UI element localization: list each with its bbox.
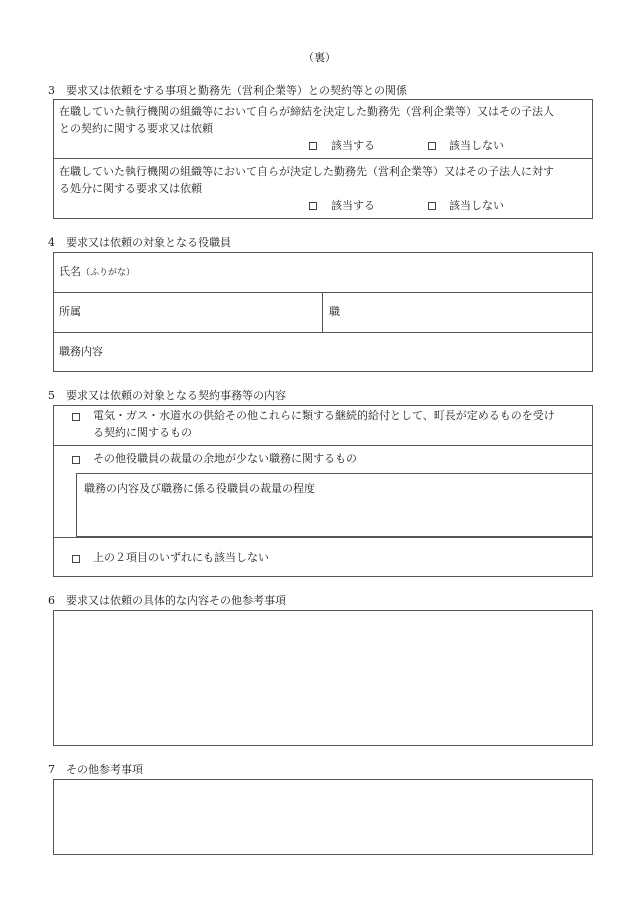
- name-furigana-label: （ふりがな）: [81, 268, 136, 278]
- section5-row-divider-1: [53, 445, 593, 446]
- section3-row1-no-label: 該当しない: [449, 139, 504, 152]
- section5-opt3-checkbox[interactable]: [72, 555, 80, 563]
- section3-row2-no-label: 該当しない: [449, 199, 504, 212]
- section3-row-divider: [53, 158, 593, 159]
- section5-opt1-text-line1: 電気・ガス・水道水の供給その他これらに類する継続的給付として、町長が定めるものを受け: [93, 409, 555, 422]
- section3-row1-text-line1: 在職していた執行機関の組織等において自らが締結を決定した勤務先（営利企業等）又はその子法人: [59, 105, 554, 118]
- section3-row1-yes-label: 該当する: [331, 139, 375, 152]
- section6-textarea[interactable]: [53, 610, 593, 746]
- section5-opt3-text: 上の２項目のいずれにも該当しない: [93, 551, 269, 564]
- section3-row2-text-line1: 在職していた執行機関の組織等において自らが決定した勤務先（営利企業等）又はその子法人に対す: [59, 165, 554, 178]
- section3-row1-no-checkbox[interactable]: [428, 142, 436, 150]
- section5-opt2-checkbox[interactable]: [72, 456, 80, 464]
- section3-row2-text-line2: る処分に関する要求又は依頼: [59, 182, 202, 195]
- section5-opt1-text-line2: る契約に関するもの: [93, 426, 192, 439]
- department-field-label[interactable]: 所属: [59, 305, 81, 318]
- section5-heading: 5 要求又は依頼の対象となる契約事務等の内容: [48, 389, 286, 402]
- section5-duty-detail-label: 職務の内容及び職務に係る役職員の裁量の程度: [84, 482, 315, 495]
- section7-textarea[interactable]: [53, 779, 593, 855]
- page-side-label: （裏）: [303, 51, 336, 64]
- section3-row1-yes-checkbox[interactable]: [309, 142, 317, 150]
- section4-heading: 4 要求又は依頼の対象となる役職員: [48, 236, 231, 249]
- section7-heading: 7 その他参考事項: [48, 763, 143, 776]
- name-label: 氏名: [59, 265, 81, 278]
- section4-row-divider-2: [53, 332, 593, 333]
- section3-row1-text-line2: との契約に関する要求又は依頼: [59, 122, 213, 135]
- section3-row2-no-checkbox[interactable]: [428, 202, 436, 210]
- section5-opt1-checkbox[interactable]: [72, 413, 80, 421]
- section3-row2-yes-checkbox[interactable]: [309, 202, 317, 210]
- section6-heading: 6 要求又は依頼の具体的な内容その他参考事項: [48, 594, 286, 607]
- name-field-label[interactable]: [59, 265, 135, 280]
- section4-col-divider: [322, 292, 323, 332]
- section3-heading: 3 要求又は依頼をする事項と勤務先（営利企業等）との契約等との関係: [48, 84, 407, 97]
- section5-row-divider-2: [53, 537, 593, 538]
- duties-field-label[interactable]: 職務内容: [59, 345, 103, 358]
- section5-opt2-text: その他役職員の裁量の余地が少ない職務に関するもの: [93, 452, 357, 465]
- section4-row-divider-1: [53, 292, 593, 293]
- position-field-label[interactable]: 職: [329, 305, 340, 318]
- section3-row2-yes-label: 該当する: [331, 199, 375, 212]
